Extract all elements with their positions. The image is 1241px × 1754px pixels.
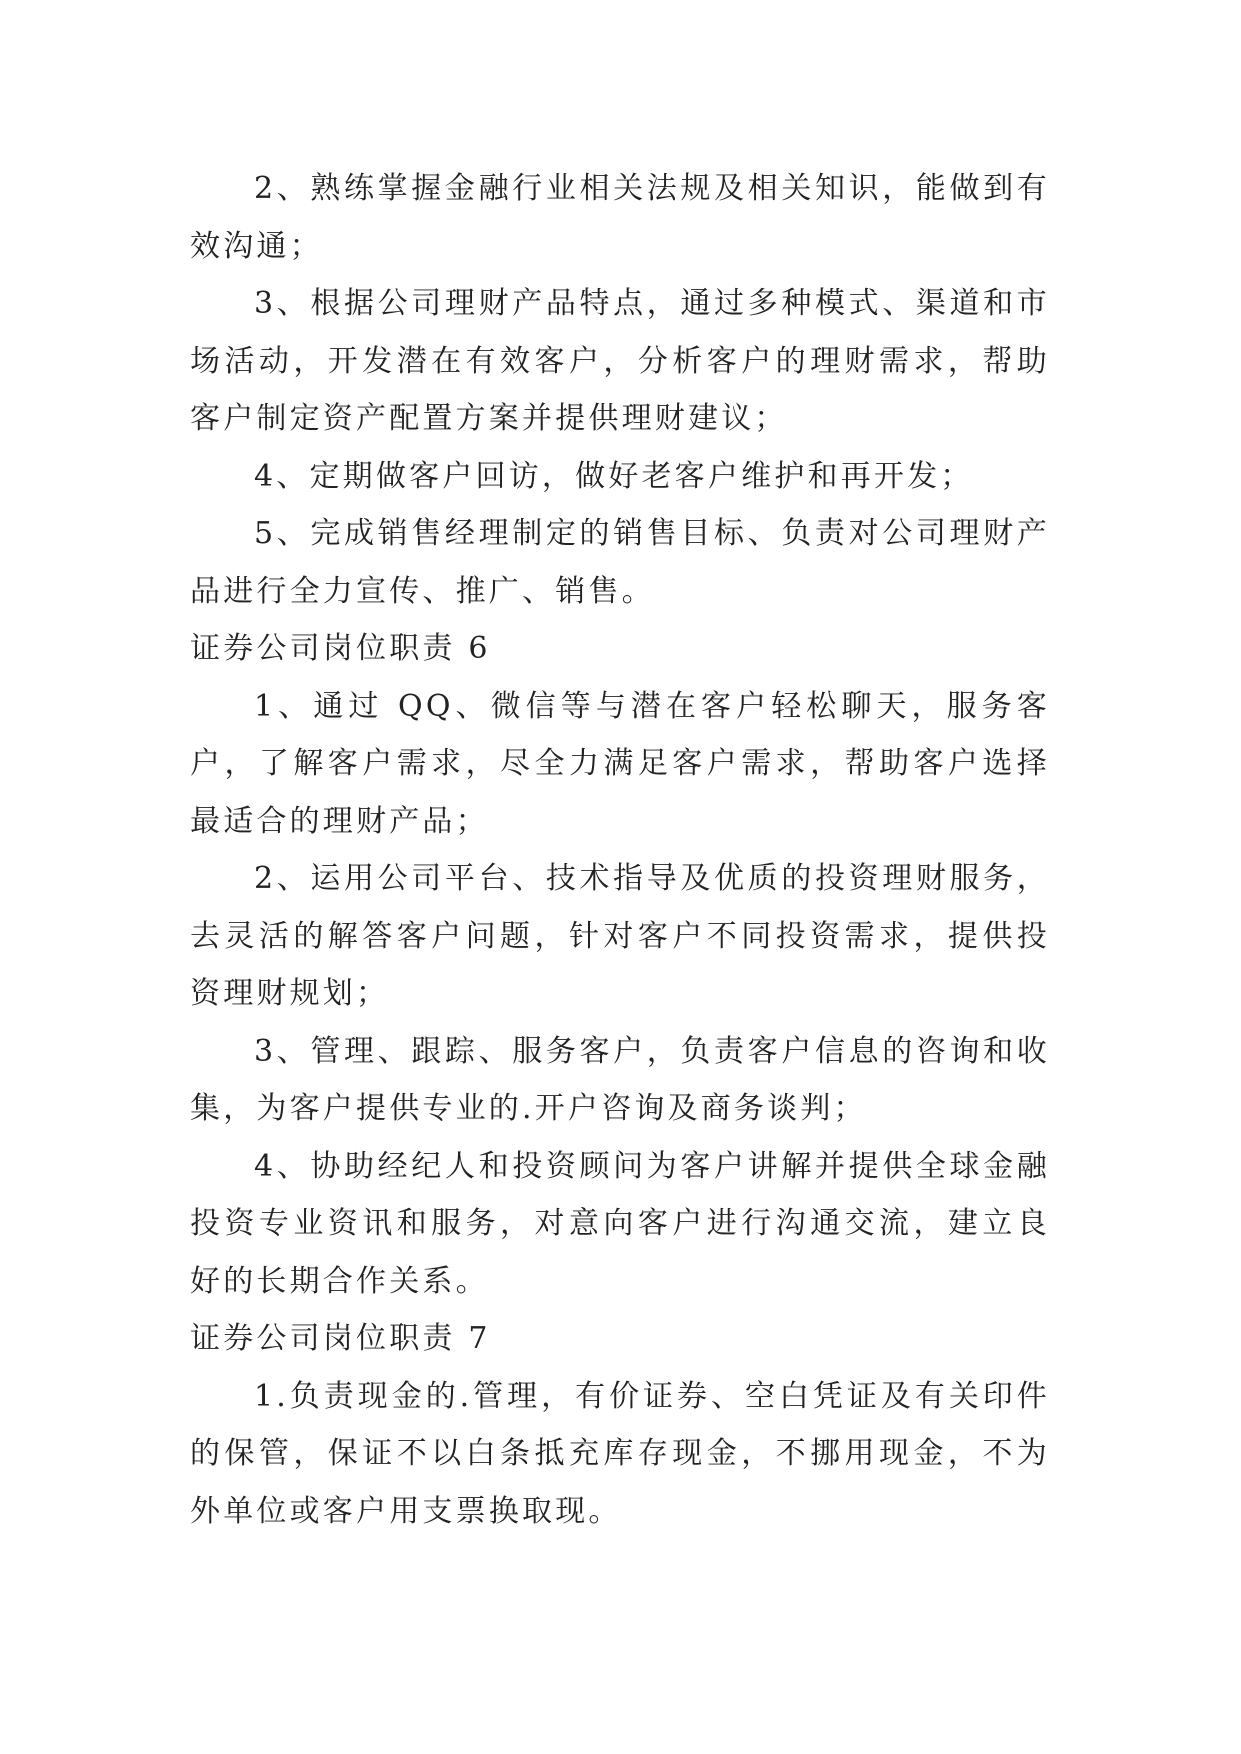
paragraph-duty-5-5: 5、完成销售经理制定的销售目标、负责对公司理财产品进行全力宣传、推广、销售。 bbox=[190, 516, 1050, 609]
paragraph-duty-6-1: 1、通过 QQ、微信等与潜在客户轻松聊天，服务客户，了解客户需求，尽全力满足客户需求，帮助客户选择最适合的理财产品； bbox=[190, 688, 1050, 839]
paragraph-duty-7-1: 1.负责现金的.管理，有价证券、空白凭证及有关印件的保管，保证不以白条抵充库存现金，不挪用现金，不为外单位或客户用支票换取现。 bbox=[190, 1378, 1050, 1529]
section-heading-7: 证券公司岗位职责 7 bbox=[190, 1321, 491, 1356]
paragraph-duty-6-3: 3、管理、跟踪、服务客户，负责客户信息的咨询和收集，为客户提供专业的.开户咨询及商务谈判； bbox=[190, 1033, 1050, 1126]
paragraph-duty-6-2: 2、运用公司平台、技术指导及优质的投资理财服务，去灵活的解答客户问题，针对客户不同投资需求，提供投资理财规划； bbox=[190, 861, 1050, 1011]
paragraph-duty-5-2: 2、熟练掌握金融行业相关法规及相关知识，能做到有效沟通； bbox=[190, 171, 1050, 264]
paragraph-duty-5-4: 4、定期做客户回访，做好老客户维护和再开发； bbox=[254, 458, 974, 494]
paragraph-duty-5-3: 3、根据公司理财产品特点，通过多种模式、渠道和市场活动，开发潜在有效客户，分析客户的理财需求，帮助客户制定资产配置方案并提供理财建议； bbox=[190, 286, 1050, 436]
paragraph-duty-6-4: 4、协助经纪人和投资顾问为客户讲解并提供全球金融投资专业资讯和服务，对意向客户进行沟通交流，建立良好的长期合作关系。 bbox=[190, 1148, 1050, 1299]
section-heading-6: 证券公司岗位职责 6 bbox=[190, 631, 491, 666]
document-body bbox=[190, 160, 1050, 1540]
